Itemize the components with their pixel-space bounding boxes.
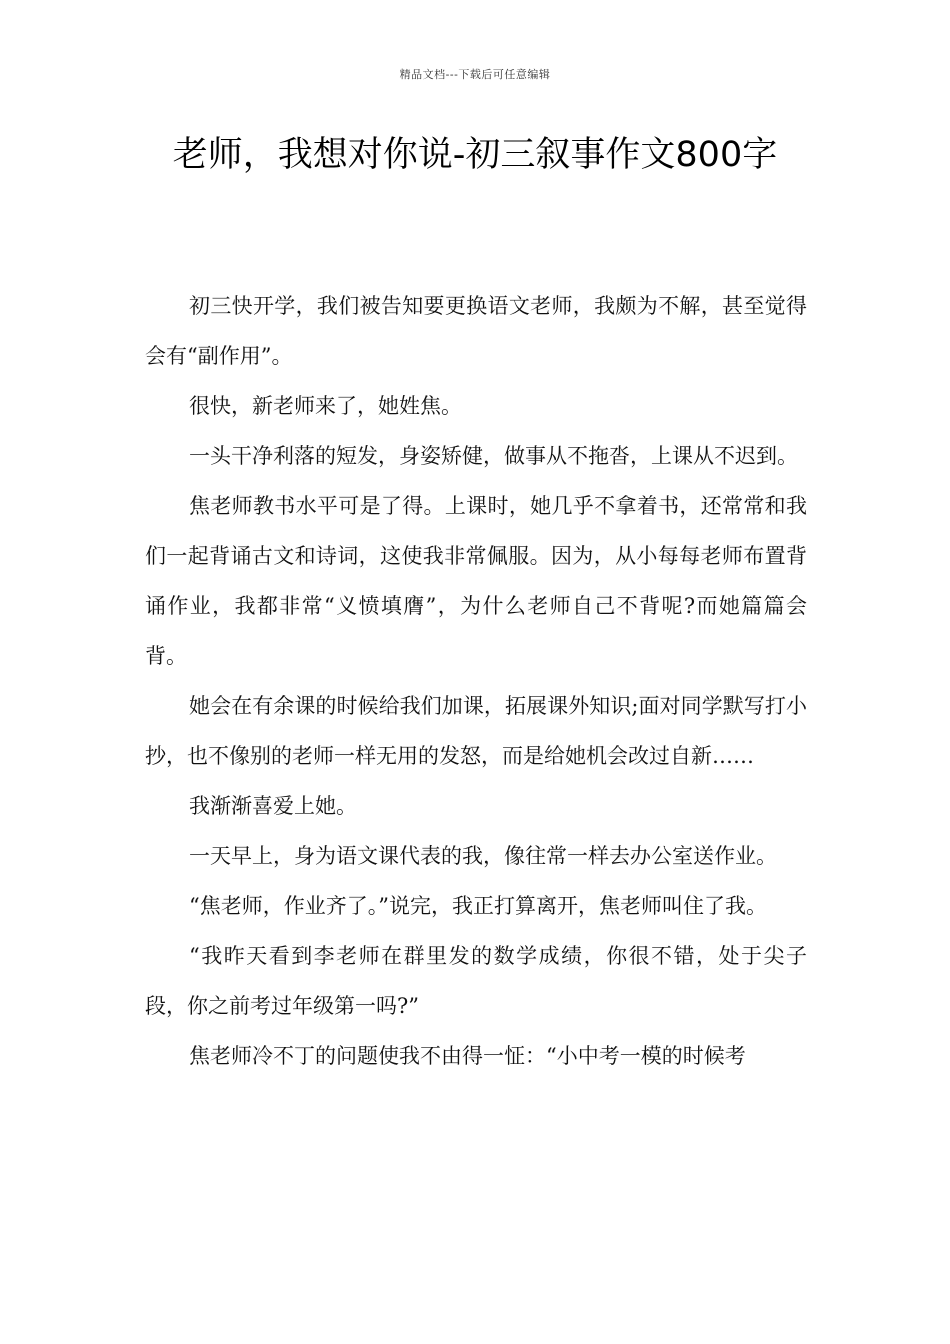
document-title: 老师，我想对你说-初三叙事作文800字 [172,135,778,175]
paragraph: 一头干净利落的短发，身姿矫健，做事从不拖沓，上课从不迟到。 [189,444,798,468]
paragraph: 一天早上，身为语文课代表的我，像往常一样去办公室送作业。 [189,844,777,868]
header-note: 精品文档---下载后可任意编辑 [399,68,551,81]
paragraph: 焦老师冷不丁的问题使我不由得一怔：“小中考一模的时候考 [189,1044,746,1068]
paragraph: 初三快开学，我们被告知要更换语文老师，我颇为不解，甚至觉得会有“副作用”。 [145,294,807,368]
paragraph: 焦老师教书水平可是了得。上课时，她几乎不拿着书，还常常和我们一起背诵古文和诗词，这使我非常佩服。因为，从小每每老师布置背诵作业，我都非常“义愤填膺”，为什么老师自己不背呢?而她篇篇会背。 [145,494,807,668]
paragraph: “焦老师，作业齐了。”说完，我正打算离开，焦老师叫住了我。 [189,894,767,918]
paragraph: 她会在有余课的时候给我们加课，拓展课外知识;面对同学默写打小抄，也不像别的老师一样无用的发怒，而是给她机会改过自新…… [145,694,807,768]
paragraph: “我昨天看到李老师在群里发的数学成绩，你很不错，处于尖子段，你之前考过年级第一吗?” [145,944,807,1018]
paragraph: 我渐渐喜爱上她。 [189,794,357,818]
document-body [145,281,807,1081]
paragraph: 很快，新老师来了，她姓焦。 [189,394,462,418]
